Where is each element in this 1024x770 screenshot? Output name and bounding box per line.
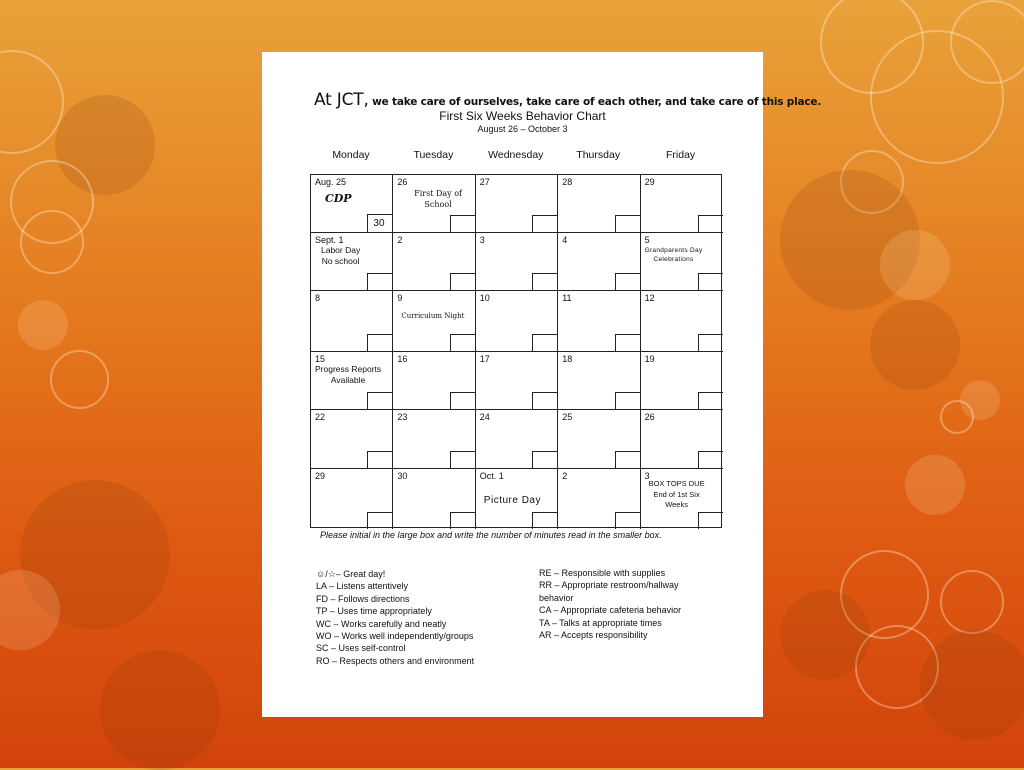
minutes-read-box[interactable] (532, 334, 557, 351)
day-number: 25 (562, 412, 573, 422)
weekday-header: Tuesday (413, 149, 454, 161)
weekday-header: Friday (666, 149, 696, 161)
calendar-day-cell[interactable] (393, 291, 475, 352)
behavior-chart-document (262, 52, 822, 717)
minutes-read-box[interactable] (532, 273, 557, 290)
minutes-read-box[interactable] (367, 334, 392, 351)
calendar-grid (310, 174, 722, 528)
day-number: 22 (315, 412, 326, 422)
minutes-read-box[interactable] (615, 392, 640, 409)
minutes-read-box[interactable] (698, 512, 723, 529)
legend-entry: SC – Uses self-control (316, 643, 406, 654)
minutes-read-box[interactable] (698, 215, 723, 232)
day-number: 19 (644, 354, 655, 364)
calendar-day-cell[interactable] (393, 469, 475, 529)
minutes-read-box[interactable] (532, 215, 557, 232)
calendar-day-cell[interactable] (641, 352, 723, 410)
calendar-day-cell[interactable] (558, 175, 640, 233)
day-number: 10 (479, 293, 490, 303)
day-number: 3 (479, 235, 485, 245)
stray-number: 30 (373, 218, 385, 229)
calendar-day-cell[interactable] (311, 469, 393, 529)
day-number: 30 (397, 471, 408, 481)
day-number: 2 (397, 235, 403, 245)
day-number: 26 (397, 177, 408, 187)
calendar-day-cell[interactable] (641, 469, 723, 529)
calendar-day-cell[interactable] (311, 175, 393, 233)
calendar-day-cell[interactable] (558, 352, 640, 410)
minutes-read-box[interactable] (450, 273, 475, 290)
legend-entry: RR – Appropriate restroom/hallway (539, 580, 679, 591)
minutes-read-box[interactable] (367, 273, 392, 290)
day-number: 16 (397, 354, 408, 364)
calendar-day-cell[interactable] (641, 175, 723, 233)
day-event-note: BOX TOPS DUE End of 1st Six Weeks (648, 479, 705, 509)
weekday-header: Wednesday (488, 149, 544, 161)
legend-entry: AR – Accepts responsibility (539, 630, 648, 641)
day-number: 29 (644, 177, 655, 187)
day-number: 24 (479, 412, 490, 422)
calendar-day-cell[interactable] (311, 233, 393, 291)
day-event-note: Progress Reports Available (315, 364, 382, 385)
day-event-note: Curriculum Night (401, 312, 465, 320)
day-number: 12 (644, 293, 655, 303)
day-event-note: Picture Day (483, 495, 541, 506)
legend-entry: CA – Appropriate cafeteria behavior (539, 605, 682, 616)
minutes-read-box[interactable] (450, 392, 475, 409)
minutes-read-box[interactable] (367, 392, 392, 409)
school-motto (314, 90, 822, 110)
day-number: 26 (644, 412, 655, 422)
calendar-day-cell[interactable] (476, 410, 558, 469)
calendar-day-cell[interactable] (476, 291, 558, 352)
minutes-read-box[interactable] (615, 273, 640, 290)
legend-entry: FD – Follows directions (316, 593, 410, 604)
legend-entry: ☺/☆– Great day! (316, 569, 386, 579)
calendar-day-cell[interactable] (476, 233, 558, 291)
calendar-day-cell[interactable] (641, 291, 723, 352)
calendar-day-cell[interactable] (558, 410, 640, 469)
legend-entry: WO – Works well independently/groups (316, 631, 474, 642)
day-number: 23 (397, 412, 408, 422)
day-number: 3 (644, 471, 650, 481)
minutes-read-box[interactable] (698, 451, 723, 468)
minutes-read-box[interactable] (532, 392, 557, 409)
minutes-read-box[interactable] (450, 215, 475, 232)
calendar-day-cell[interactable] (393, 233, 475, 291)
calendar-day-cell[interactable] (393, 352, 475, 410)
minutes-read-box[interactable] (615, 334, 640, 351)
legend-entry: LA – Listens attentively (316, 581, 409, 592)
legend-entry: TP – Uses time appropriately (316, 606, 432, 617)
minutes-read-box[interactable] (367, 512, 392, 529)
legend-right-column (539, 567, 681, 641)
motto-text: we take care of ourselves, take care of each other, and take care of this place. (372, 96, 822, 108)
calendar-day-cell[interactable] (311, 291, 393, 352)
day-number: 28 (562, 177, 573, 187)
legend-entry: RE – Responsible with supplies (539, 568, 666, 578)
day-number: 18 (562, 354, 573, 364)
calendar-day-cell[interactable] (558, 233, 640, 291)
instruction-text: Please initial in the large box and write the number of minutes read in the smaller box. (320, 530, 662, 540)
minutes-read-box[interactable] (532, 512, 557, 529)
minutes-read-box[interactable] (450, 512, 475, 529)
minutes-read-box[interactable] (450, 334, 475, 351)
chart-date-range: August 26 – October 3 (477, 124, 568, 134)
day-number: 29 (315, 471, 326, 481)
day-number: 9 (397, 293, 403, 303)
calendar-day-cell[interactable] (641, 233, 723, 291)
minutes-read-box[interactable] (367, 214, 392, 232)
chart-title: First Six Weeks Behavior Chart (439, 109, 606, 123)
calendar-day-cell[interactable] (311, 410, 393, 469)
weekday-header: Thursday (576, 149, 621, 161)
motto-prefix: At JCT, (314, 90, 369, 110)
legend-entry: RO – Respects others and environment (316, 655, 475, 666)
legend-entry: behavior (539, 592, 574, 603)
calendar-day-cell[interactable] (311, 352, 393, 410)
minutes-read-box[interactable] (367, 451, 392, 468)
day-number: 2 (562, 471, 568, 481)
calendar-day-cell[interactable] (476, 175, 558, 233)
minutes-read-box[interactable] (450, 451, 475, 468)
calendar-day-cell[interactable] (641, 410, 723, 469)
calendar-day-cell[interactable] (476, 352, 558, 410)
day-event-note: CDP (325, 192, 352, 205)
legend-entry: TA – Talks at appropriate times (539, 617, 662, 628)
calendar-day-cell[interactable] (558, 291, 640, 352)
day-number: 4 (562, 235, 568, 245)
calendar-day-cell[interactable] (393, 410, 475, 469)
legend-left-column (316, 568, 474, 667)
calendar-day-cell[interactable] (393, 175, 475, 233)
day-number: 5 (644, 235, 650, 245)
day-number: Aug. 25 (315, 177, 347, 187)
day-event-note: First Day of School (414, 189, 462, 209)
minutes-read-box[interactable] (615, 512, 640, 529)
minutes-read-box[interactable] (698, 392, 723, 409)
minutes-read-box[interactable] (615, 215, 640, 232)
minutes-read-box[interactable] (615, 451, 640, 468)
day-event-note: Labor Day No school (321, 245, 361, 266)
day-number: 8 (315, 293, 321, 303)
day-number: 15 (315, 354, 326, 364)
day-number: Oct. 1 (479, 471, 504, 481)
weekday-header: Monday (332, 149, 370, 161)
day-number: Sept. 1 (315, 235, 344, 245)
day-number: 11 (562, 293, 572, 303)
day-number: 27 (479, 177, 490, 187)
day-event-note: Grandparents Day Celebrations (644, 247, 703, 263)
calendar-day-cell[interactable] (476, 469, 558, 529)
minutes-read-box[interactable] (698, 334, 723, 351)
day-number: 17 (479, 354, 490, 364)
legend-entry: WC – Works carefully and neatly (316, 618, 447, 629)
calendar-day-cell[interactable] (558, 469, 640, 529)
minutes-read-box[interactable] (532, 451, 557, 468)
minutes-read-box[interactable] (698, 273, 723, 290)
